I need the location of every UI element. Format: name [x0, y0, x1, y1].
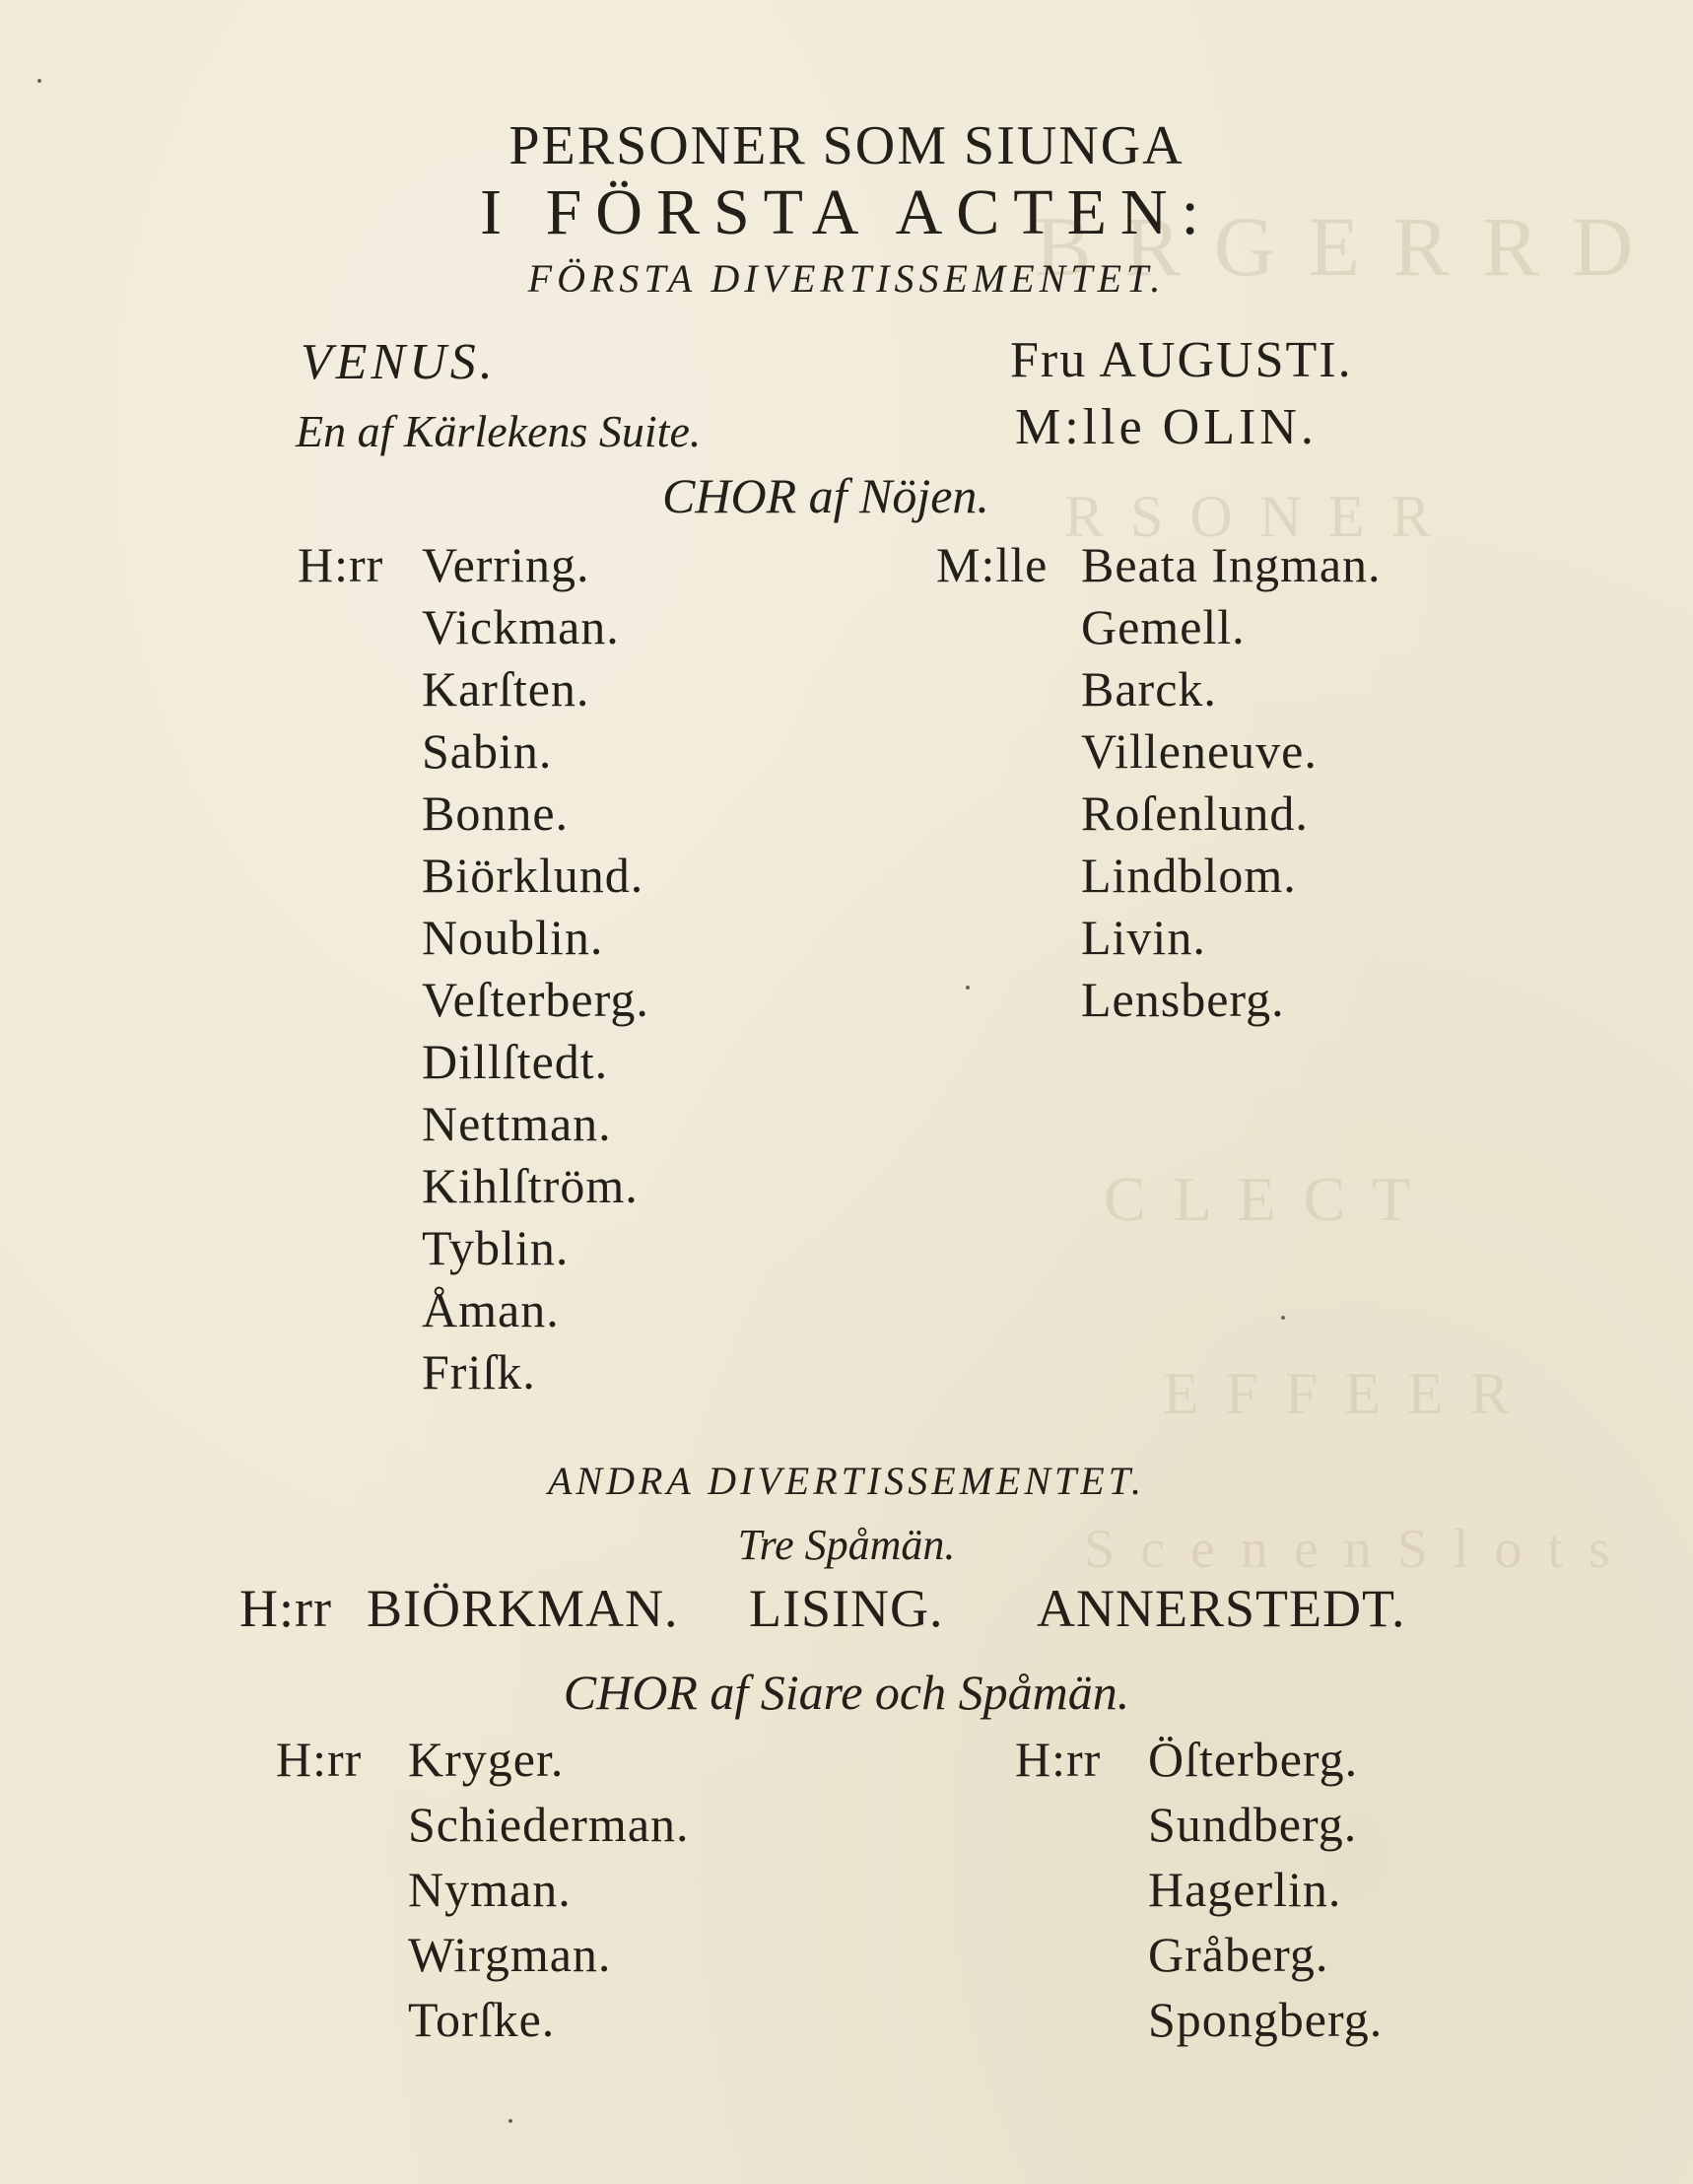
- chor-member-name: Spongberg.: [1148, 1992, 1384, 2047]
- chor-member-name: Åman.: [422, 1282, 560, 1337]
- chor-member-name: Noublin.: [422, 910, 604, 965]
- chor-member-name: Vickman.: [422, 599, 620, 654]
- chor-member-name: Nyman.: [408, 1862, 572, 1917]
- chor-member-name: Barck.: [1081, 661, 1217, 717]
- siare-left-prefix: H:rr: [276, 1732, 363, 1787]
- chor-member-name: Dillſtedt.: [422, 1034, 609, 1089]
- heading-tre-spaman: Tre Spåmän.: [737, 1521, 956, 1569]
- chor-member-name: Kihlſtröm.: [422, 1158, 639, 1213]
- soloist-biorkman: BIÖRKMAN.: [367, 1579, 679, 1638]
- chor-member-name: Gemell.: [1081, 599, 1246, 654]
- chor-member-name: Wirgman.: [408, 1927, 612, 1982]
- women-prefix: M:lle: [936, 537, 1049, 592]
- chor-member-name: Kryger.: [408, 1732, 565, 1787]
- chor-member-name: Hagerlin.: [1148, 1862, 1342, 1917]
- chor-member-name: Sundberg.: [1148, 1797, 1358, 1852]
- chor-member-name: Veſterberg.: [422, 972, 649, 1027]
- paper-speck: [966, 986, 970, 990]
- soloist-annerstedt: ANNERSTEDT.: [1037, 1579, 1406, 1638]
- chor-member-name: Livin.: [1081, 910, 1206, 965]
- show-through-text: C L E C T: [1104, 1164, 1417, 1234]
- chor-member-name: Tyblin.: [422, 1220, 570, 1275]
- chor-member-name: Biörklund.: [422, 848, 644, 903]
- paper-speck: [1281, 1316, 1285, 1320]
- men-prefix: H:rr: [298, 537, 384, 592]
- heading-andra-divertissementet: ANDRA DIVERTISSEMENTET.: [547, 1459, 1146, 1503]
- chor-member-name: Lindblom.: [1081, 848, 1297, 903]
- show-through-text: S c e n e n S l o t s: [1084, 1519, 1616, 1580]
- heading-forsta-acten: I FÖRSTA ACTEN:: [480, 176, 1213, 248]
- chor-member-name: Villeneuve.: [1081, 723, 1318, 779]
- show-through-text: E F F E E R: [1163, 1361, 1516, 1426]
- chor-member-name: Karſten.: [422, 661, 590, 717]
- heading-personer: PERSONER SOM SIUNGA: [508, 115, 1185, 176]
- chor-member-name: Öſterberg.: [1148, 1732, 1359, 1787]
- paper-speck: [508, 2119, 512, 2123]
- performer-olin: M:lle OLIN.: [1015, 399, 1318, 455]
- soloist-lising: LISING.: [749, 1579, 944, 1638]
- performer-augusti: Fru AUGUSTI.: [1010, 332, 1353, 388]
- show-through-text: B R G E R R D: [1035, 199, 1640, 294]
- chor-member-name: Roſenlund.: [1081, 785, 1309, 841]
- show-through-text: R S O N E R: [1064, 484, 1437, 549]
- siare-right-prefix: H:rr: [1015, 1732, 1102, 1787]
- chor-member-name: Friſk.: [422, 1344, 536, 1399]
- chor-member-name: Schiederman.: [408, 1797, 690, 1852]
- chor-member-name: Verring.: [422, 537, 590, 592]
- chor-member-name: Sabin.: [422, 723, 553, 779]
- chor-member-name: Bonne.: [422, 785, 570, 841]
- chor-member-name: Gråberg.: [1148, 1927, 1329, 1982]
- role-karlekens-suite: En af Kärlekens Suite.: [296, 406, 702, 456]
- chor-member-name: Lensberg.: [1081, 972, 1285, 1027]
- role-venus: VENUS.: [301, 334, 497, 390]
- chor-member-name: Torſke.: [408, 1992, 556, 2047]
- soloists-prefix: H:rr: [239, 1579, 332, 1638]
- chor-siare-heading: CHOR af Siare och Spåmän.: [563, 1665, 1130, 1720]
- heading-forsta-divertissementet: FÖRSTA DIVERTISSEMENTET.: [527, 256, 1166, 301]
- paper-speck: [37, 79, 41, 83]
- chor-member-name: Beata Ingman.: [1081, 537, 1382, 592]
- chor-nojen-heading: CHOR af Nöjen.: [662, 468, 989, 523]
- chor-member-name: Nettman.: [422, 1096, 612, 1151]
